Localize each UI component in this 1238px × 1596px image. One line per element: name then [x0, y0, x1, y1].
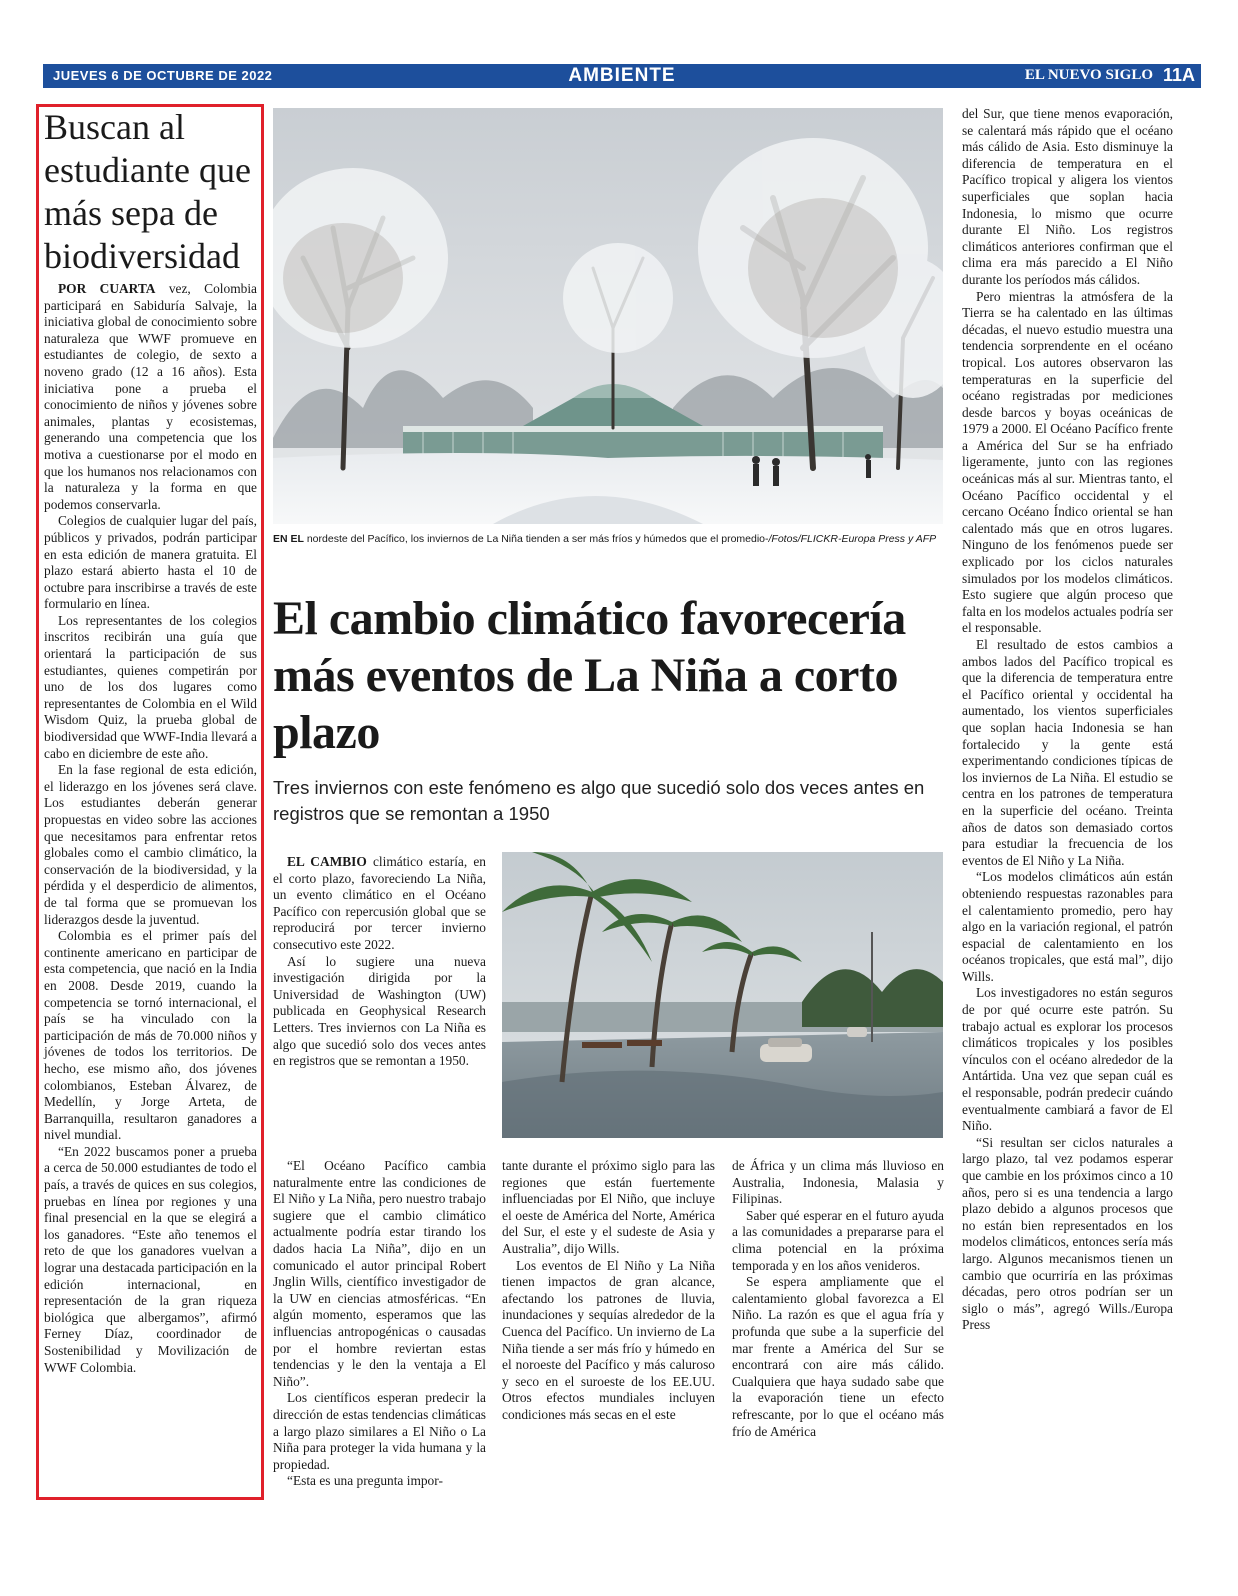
- flooded-street-photo: [502, 852, 943, 1138]
- article-column-3: [732, 1158, 944, 1440]
- paragraph: En la fase regional de esta edición, el liderazgo en los jóvenes será clave. Los estudiantes deberán generar propuestas en video sobre las acciones que necesitamos para enfrentar retos globales como el cambio climático, la conservación de la biodiversidad, y la pérdida y el desperdicio de alimentos, de tal forma que se promuevan los liderazgos desde la juventud.: [44, 762, 257, 927]
- paragraph: Los investigadores no están seguros de por qué ocurre este patrón. Su trabajo actual es explorar los procesos climáticos tropicales y los posibles vínculos con el océano alrededor de la Antártida. Una vez que sepan cuál es el responsable, podrán predecir cuándo eventualmente cambiará a favor de El Niño.: [962, 985, 1173, 1134]
- paragraph: El resultado de estos cambios a ambos lados del Pacífico tropical es que la diferencia de temperatura entre el Pacífico oriental y occidental ha aumentado, los vientos superficiales que soplan hacia Indonesia se han fortalecido y la gente está experimentando condiciones típicas de los inviernos de La Niña. El estudio se centra en los patrones de temperatura en la superficie del océano. Treinta años de datos son demasiado cortos para estudiar la frecuencia de los eventos de El Niño y La Niña.: [962, 637, 1173, 868]
- paragraph: POR CUARTA vez, Colombia participará en Sabiduría Salvaje, la iniciativa global de conocimiento sobre naturaleza que WWF promueve en estudiantes de colegio, de sexto a noveno grado (12 a 16 años). Esta iniciativa pone a prueba el conocimiento de niños y jóvenes sobre animales, plantas y ecosistemas, generando una competencia que los motiva a cuestionarse por el modo en que los humanos nos relacionamos con la naturaleza y la forma en que podemos conservarla.: [44, 281, 257, 512]
- paragraph: “El Océano Pacífico cambia naturalmente entre las condiciones de El Niño y La Niña, pero nuestro trabajo sugiere que el cambio climático actualmente podría estar tirando los dados hacia La Niña”, dijo en un comunicado el autor principal Robert Jnglin Wills, científico investigador de la UW en ciencias atmosféricas. “En algún momento, esperamos que las influencias antropogénicas o causadas por el hombre reviertan estas tendencias y le den la ventaja a El Niño”.: [273, 1158, 486, 1389]
- paragraph: Se espera ampliamente que el calentamiento global favorezca a El Niño. La razón es que el agua fría y profunda que sube a la superficie del mar frente a América del Sur se encontrará con aire más cálido. Cualquiera que haya sudado sabe que la evaporación tiene un efecto refrescante, por lo que el océano más frío de América: [732, 1274, 944, 1439]
- paragraph: de África y un clima más lluvioso en Australia, Indonesia, Malasia y Filipinas.: [732, 1158, 944, 1207]
- article-column-1-continued: [273, 1158, 486, 1490]
- paragraph: “Los modelos climáticos aún están obteniendo respuestas razonables para el calentamiento promedio, pero hay algo en la variación regional, el patrón espacial de calentamiento en los océanos tropicales, que está mal”, dijo Wills.: [962, 869, 1173, 984]
- article-column-4: [962, 106, 1173, 1334]
- sidebar-body: [44, 281, 257, 1376]
- paragraph: EL CAMBIO climático estaría, en el corto plazo, favoreciendo La Niña, un evento climático en el Océano Pacífico con repercusión global que se reproducirá por tercer invierno consecutivo este 2022.: [273, 854, 486, 952]
- paragraph: tante durante el próximo siglo para las regiones que están fuertemente influenciadas por El Niño, que incluye el oeste de América del Norte, América del Sur, el este y el sudeste de Asia y Australia”, dijo Wills.: [502, 1158, 715, 1256]
- paragraph: Los científicos esperan predecir la dirección de estas tendencias climáticas a largo plazo similares a El Niño o La Niña para proteger la vida humana y la propiedad.: [273, 1390, 486, 1472]
- article-column-1: [273, 854, 486, 1070]
- paragraph: “Si resultan ser ciclos naturales a largo plazo, tal vez podamos esperar que cambie en los próximos cinco a 10 años, pero si es una tendencia a largo plazo debido a algunos procesos que no están bien representados en los modelos climáticos, entonces sería más largo. Algunos mecanismos tienen un cambio que ocurriría en las próximas décadas, pero otros podrían ser un siglo o más”, agregó Wills./Europa Press: [962, 1134, 1173, 1333]
- paragraph: Así lo sugiere una nueva investigación dirigida por la Universidad de Washington (UW) publicada en Geophysical Research Letters. Tres inviernos con La Niña es algo que sucedió solo dos veces antes en registros que se remontan a 1950.: [273, 953, 486, 1069]
- sidebar-headline: Buscan al estudiante que más sepa de biodiversidad: [44, 107, 251, 276]
- paragraph: del Sur, que tiene menos evaporación, se calentará más rápido que el océano más cálido de Asia. Esto disminuye la diferencia de temperatura en el Pacífico tropical y aligera los vientos superficiales que soplan hacia Indonesia, lo mismo que ocurre durante El Niño. Los registros climáticos anteriores confirman que el clima era más parecido a El Niño durante los períodos más cálidos.: [962, 106, 1173, 287]
- paragraph: Colegios de cualquier lugar del país, públicos y privados, podrán participar en esta edición de manera gratuita. El plazo estará abierto hasta el 10 de octubre para inscribirse a través de este formulario en línea.: [44, 513, 257, 612]
- paragraph: Saber qué esperar en el futuro ayuda a las comunidades a prepararse para el clima potencial en la próxima temporada y en los años venideros.: [732, 1207, 944, 1273]
- article-column-2: [502, 1158, 715, 1424]
- paragraph: Los eventos de El Niño y La Niña tienen impactos de gran alcance, afectando los patrones de lluvia, inundaciones y sequías alrededor de la Cuenca del Pacífico. Un invierno de La Niña tiende a ser más frío y húmedo en el noroeste del Pacífico y más caluroso y seco en el suroeste de los EE.UU. Otros efectos mundiales incluyen condiciones más secas en el este: [502, 1257, 715, 1422]
- snow-greenhouse-photo: [273, 108, 943, 524]
- paragraph: “Esta es una pregunta impor-: [287, 1473, 443, 1489]
- caption-text: nordeste del Pacífico, los inviernos de La Niña tienden a ser más fríos y húmedos que el promedio-: [303, 533, 769, 545]
- paragraph: Colombia es el primer país del continente americano en participar de esta competencia, que nació en la India en 2008. Desde 2019, cuando la competencia se tornó internacional, el país se ha vinculado con la participación de más de 70.000 niños y jóvenes de todos los territorios. De hecho, ese mismo año, dos jóvenes colombianos, Esteban Álvarez, de Medellín, y Jorge Arteta, de Barranquilla, resultaron ganadores a nivel mundial.: [44, 928, 257, 1143]
- photo-caption: [273, 532, 943, 546]
- main-headline: El cambio climático favorecería más eventos de La Niña a corto plazo: [273, 592, 906, 759]
- paragraph: Los representantes de los colegios inscritos recibirán una guía que orientará la participación de sus estudiantes, quienes competirán por uno de los dos lugares como representantes de Colombia en el Wild Wisdom Quiz, la prueba global de biodiversidad que WWF-India llevará a cabo en diciembre de este año.: [44, 612, 257, 761]
- article-subtitle: Tres inviernos con este fenómeno es algo que sucedió solo dos veces antes en registros que se remontan a 1950: [273, 777, 925, 824]
- paragraph: Pero mientras la atmósfera de la Tierra se ha calentado en las últimas décadas, el nuevo estudio muestra una tendencia sorprendente en el océano tropical. Los autores observaron las temperaturas en la superficie del océano registradas por mediciones desde barcos y boyas oceánicas de 1979 a 2000. El Océano Pacífico frente a América del Sur se ha enfriado ligeramente, junto con las regiones oceánicas más al sur. Mientras tanto, el Océano Pacífico occidental y el cercano Océano Índico oriental se han calentado más que en otros lugares. Ninguno de los fenómenos puede ser explicado por los ciclos naturales simulados por los modelos climáticos. Esto sugiere que algún proceso que falta en los modelos actuales podría ser el responsable.: [962, 288, 1173, 636]
- page-number: 11A: [1162, 65, 1195, 85]
- caption-lead: EN EL: [273, 533, 304, 545]
- issue-date: JUEVES 6 DE OCTUBRE DE 2022: [53, 68, 273, 83]
- lead-in: POR CUARTA: [58, 281, 156, 296]
- page-header: [43, 64, 1201, 88]
- newspaper-name: EL NUEVO SIGLO: [1024, 67, 1153, 83]
- section-name: AMBIENTE: [568, 65, 676, 86]
- photo-credit: /Fotos/FLICKR-Europa Press y AFP: [768, 533, 937, 545]
- lead-in: EL CAMBIO: [287, 854, 367, 869]
- paragraph: “En 2022 buscamos poner a prueba a cerca de 50.000 estudiantes de todo el país, a través de quices en sus colegios, pruebas en línea por regiones y una final presencial en la que se elegirá a los ganadores. “Este año tenemos el reto de que los ganadores vuelvan a lograr una destacada participación en la edición internacional, en representación de la gran riqueza biológica que albergamos”, afirmó Ferney Díaz, coordinador de Sostenibilidad y Movilización de WWF Colombia.: [44, 1143, 257, 1375]
